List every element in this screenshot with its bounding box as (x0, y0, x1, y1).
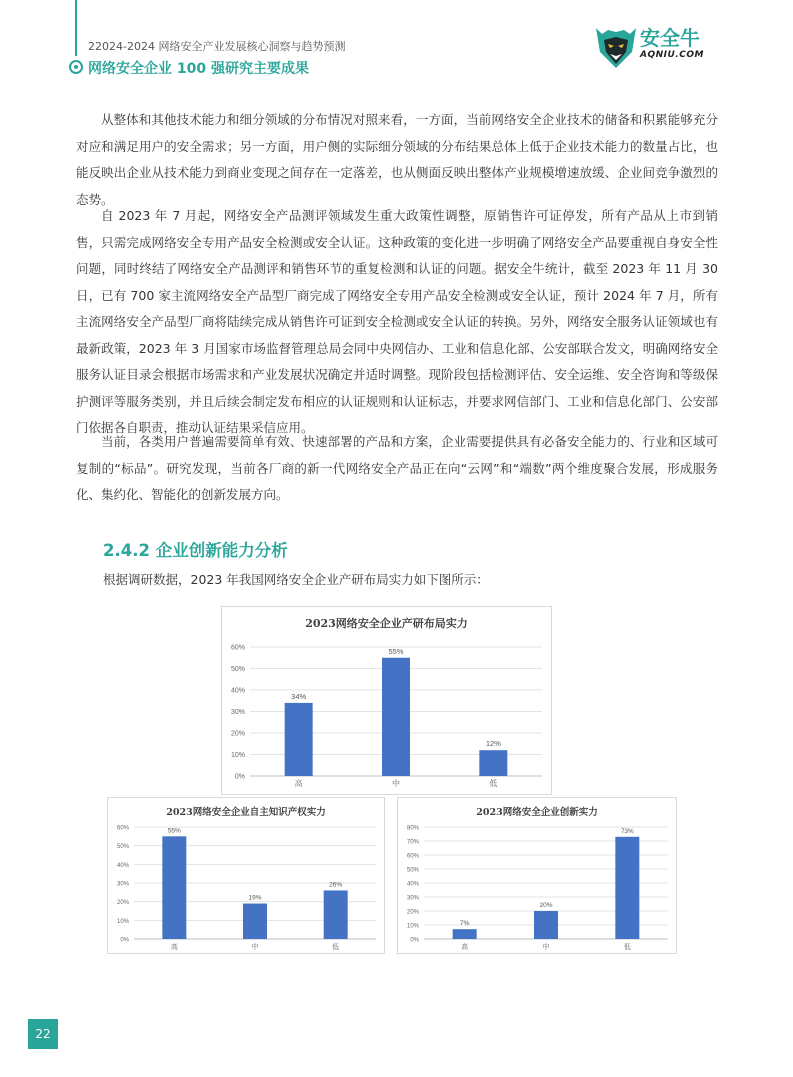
y-tick-label: 70% (406, 839, 419, 846)
y-tick-label: 20% (406, 909, 419, 916)
bar (382, 658, 410, 776)
x-tick-label: 中 (542, 943, 550, 951)
bar (243, 904, 267, 939)
y-tick-label: 50% (406, 867, 419, 874)
chart-plot (108, 798, 386, 955)
x-tick-label: 中 (392, 779, 400, 788)
data-label: 12% (485, 739, 501, 749)
data-label: 19% (248, 894, 262, 902)
chart-title: 2023网络安全企业产研布局实力 (305, 617, 468, 630)
bar (479, 750, 507, 776)
x-tick-label: 中 (251, 943, 259, 951)
data-label: 55% (388, 646, 404, 656)
y-tick-label: 30% (230, 709, 245, 716)
chart-rd-layout (221, 606, 552, 795)
header-subtitle: 22024-2024 网络安全产业发展核心洞察与趋势预测 (88, 40, 346, 53)
y-tick-label: 40% (406, 881, 419, 888)
paragraph-1: 从整体和其他技术能力和细分领域的分布情况对照来看，一方面，当前网络安全企业技术的储备和积累能够充分对应和满足用户的安全需求；另一方面，用户侧的实际细分领域的分布结果总体上低于企业技术能力的数量占比，也能反映出企业从技术能力到商业变现之间存在一定落差，也从侧面反映出整体产业规模增速放缓、企业间竞争激烈的态势。 (76, 112, 718, 207)
y-tick-label: 50% (116, 844, 129, 851)
x-tick-label: 高 (461, 943, 469, 951)
y-tick-label: 60% (406, 853, 419, 860)
y-tick-label: 10% (230, 752, 245, 759)
data-label: 26% (329, 881, 343, 889)
y-tick-label: 10% (406, 923, 419, 930)
section-intro: 根据调研数据，2023 年我国网络安全企业产研布局实力如下图所示： (103, 572, 489, 587)
bar (285, 703, 313, 776)
header-accent-line (75, 0, 77, 56)
chart-plot (222, 607, 553, 796)
y-tick-label: 0% (234, 773, 245, 781)
x-tick-label: 低 (623, 943, 631, 951)
x-tick-label: 低 (489, 779, 498, 788)
y-tick-label: 80% (406, 825, 419, 832)
bar (453, 929, 477, 939)
x-tick-label: 高 (170, 943, 178, 951)
x-tick-label: 高 (294, 779, 303, 788)
page-number: 22 (28, 1019, 58, 1049)
chart-title: 2023网络安全企业自主知识产权实力 (166, 807, 326, 818)
logo (594, 22, 714, 74)
data-label: 55% (167, 827, 181, 835)
y-tick-label: 40% (230, 687, 245, 695)
y-tick-label: 20% (116, 900, 129, 907)
chart-plot (398, 798, 678, 955)
logo-text: 安全牛 (640, 26, 700, 50)
y-tick-label: 40% (116, 862, 129, 869)
y-tick-label: 60% (230, 644, 245, 652)
bull-shield-icon (594, 22, 638, 74)
x-tick-label: 低 (332, 943, 340, 951)
bar (324, 890, 348, 939)
y-tick-label: 0% (410, 937, 419, 944)
bar (534, 911, 558, 939)
y-tick-label: 60% (116, 825, 129, 832)
data-label: 20% (539, 902, 553, 909)
paragraph-3: 当前，各类用户普遍需要简单有效、快速部署的产品和方案，企业需要提供具有必备安全能力的、行业和区域可复制的“标品”。研究发现，当前各厂商的新一代网络安全产品正在向“云网”和“端数”两个维度聚合发展，形成服务化、集约化、智能化的创新发展方向。 (76, 434, 718, 502)
y-tick-label: 10% (116, 918, 129, 925)
logo-subtext: AQNIU.COM (640, 50, 704, 60)
header-title: 网络安全企业 100 强研究主要成果 (88, 61, 309, 77)
y-tick-label: 0% (120, 937, 129, 944)
header-bullet-icon (69, 60, 83, 74)
bar (615, 837, 639, 939)
y-tick-label: 20% (230, 730, 245, 738)
chart-ip-strength (107, 797, 385, 954)
y-tick-label: 50% (230, 666, 245, 673)
paragraph-2: 自 2023 年 7 月起，网络安全产品测评领域发生重大政策性调整，原销售许可证停发，所有产品从上市到销售，只需完成网络安全专用产品安全检测或安全认证。这种政策的变化进一步明确了网络安全产品要重视自身安全性问题，同时终结了网络安全产品测评和销售环节的重复检测和认证的问题。据安全牛统计，截至 2023 年 11 月 30 日，已有 700 家主流网络安全产品型厂商完成了网络安全专用产品安全检测或安全认证，预计 2024 年 7 月，所有主流网络安全产品型厂商将陆续完成从销售许可证到安全检测或安全认证的转换。另外，网络安全服务认证领域也有最新政策，2023 年 3 月国家市场监督管理总局会同中央网信办、工业和信息化部、公安部联合发文，明确网络安全服务认证目录会根据市场需求和产业发展状况确定并适时调整。现阶段包括检测评估、安全运维、安全咨询和等级保护测评等服务类别，并且后续会制定发布相应的认证规则和认证标志，并要求网信部门、工业和信息化部门、公安部门依据各自职责，推动认证结果采信应用。 (76, 208, 718, 435)
data-label: 7% (459, 920, 470, 928)
data-label: 34% (291, 691, 307, 701)
chart-title: 2023网络安全企业创新实力 (476, 807, 598, 818)
data-label: 73% (620, 827, 634, 835)
section-heading: 2.4.2 企业创新能力分析 (103, 541, 288, 560)
y-tick-label: 30% (116, 881, 129, 888)
chart-innovation-strength (397, 797, 677, 954)
y-tick-label: 30% (406, 895, 419, 902)
bar (162, 836, 186, 939)
